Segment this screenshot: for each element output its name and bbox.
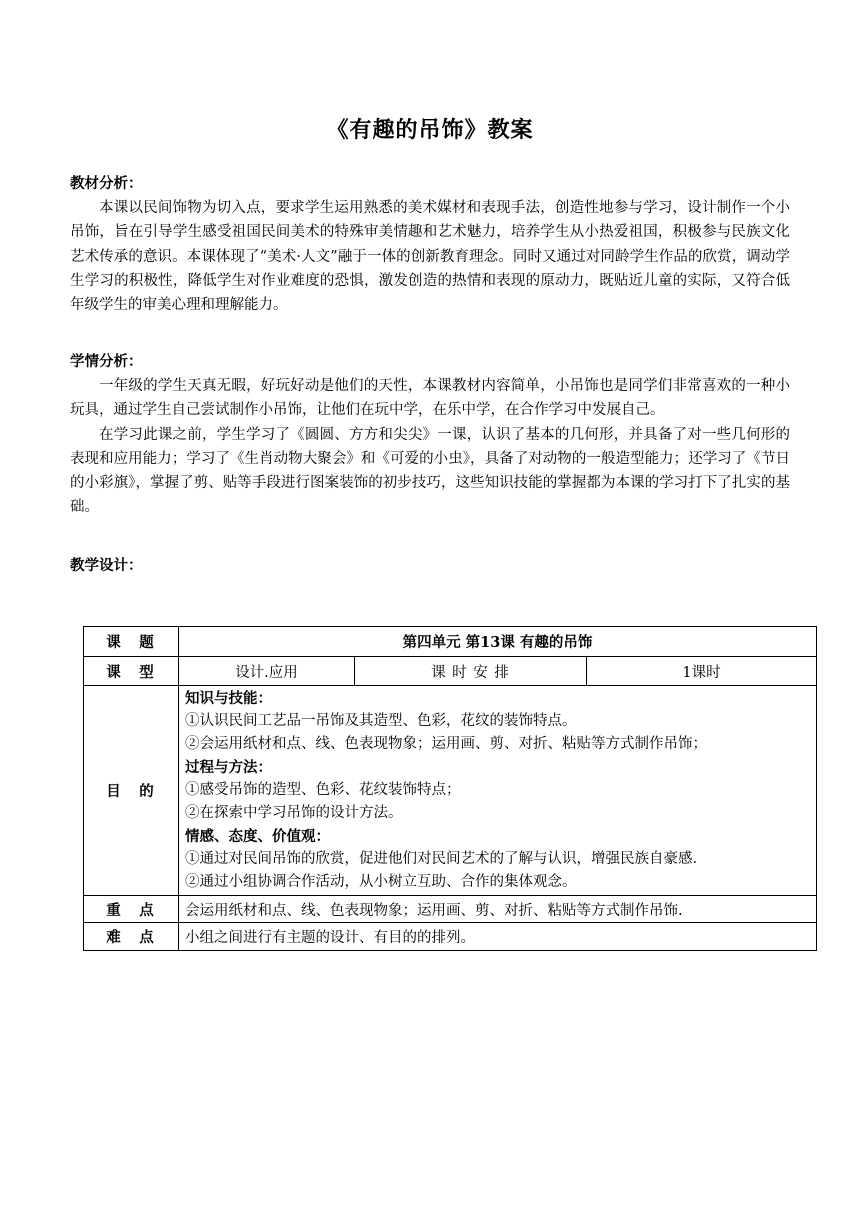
schedule-value: 1课时 bbox=[587, 657, 817, 686]
difficulty-value: 小组之间进行有主题的设计、有目的的排列。 bbox=[179, 923, 817, 951]
table-row-type bbox=[84, 657, 817, 686]
student-analysis-section bbox=[70, 350, 790, 519]
document-title: 《有趣的吊饰》教案 bbox=[326, 117, 534, 143]
emotion-item-1: ①通过对民间吊饰的欣赏，促进他们对民间艺术的了解与认识，增强民族自豪感. bbox=[185, 851, 698, 867]
key-point-value: 会运用纸材和点、线、色表现物象；运用画、剪、对折、粘贴等方式制作吊饰. bbox=[179, 896, 817, 923]
student-analysis-paragraph-1: 一年级的学生天真无暇，好玩好动是他们的天性，本课教材内容简单，小吊饰也是同学们非常喜欢的一种小玩具，通过学生自己尝试制作小吊饰，让他们在玩中学，在乐中学，在合作学习中发展自己。 bbox=[70, 378, 790, 419]
type-label: 课 型 bbox=[84, 657, 179, 686]
material-analysis-heading: 教材分析： bbox=[70, 175, 143, 192]
teaching-design-heading: 教学设计： bbox=[70, 557, 143, 574]
material-analysis-paragraph: 本课以民间饰物为切入点，要求学生运用熟悉的美术媒材和表现手法，创造性地参与学习，设计制作一个小吊饰，旨在引导学生感受祖国民间美术的特殊审美情趣和艺术魅力，培养学生从小热爱祖国，积极参与民族文化艺术传承的意识。本课体现了“美术·人文”融于一体的创新教育理念。同时又通过对同龄学生作品的欣赏，调动学生学习的积极性，降低学生对作业难度的恐惧，激发创造的热情和表现的原动力，既贴近儿童的实际，又符合低年级学生的审美心理和理解能力。 bbox=[70, 200, 790, 314]
process-item-1: ①感受吊饰的造型、色彩、花纹装饰特点； bbox=[185, 782, 461, 798]
type-value: 设计.应用 bbox=[179, 657, 355, 686]
key-point-label: 重 点 bbox=[84, 896, 179, 923]
table-row-key-point bbox=[84, 896, 817, 923]
emotion-heading: 情感、态度、价值观： bbox=[185, 828, 330, 845]
knowledge-item-1: ①认识民间工艺品一吊饰及其造型、色彩，花纹的装饰特点。 bbox=[185, 713, 577, 729]
student-analysis-paragraph-2: 在学习此课之前，学生学习了《圆圆、方方和尖尖》一课，认识了基本的几何形，并具备了对一些几何形的表现和应用能力；学习了《生肖动物大聚会》和《可爱的小虫》，具备了对动物的一般造型能力；还学习了《节日的小彩旗》，掌握了剪、贴等手段进行图案装饰的初步技巧，这些知识技能的掌握都为本课的学习打下了扎实的基础。 bbox=[70, 426, 790, 516]
student-analysis-heading: 学情分析： bbox=[70, 353, 143, 370]
schedule-label: 课 时 安 排 bbox=[355, 657, 587, 686]
topic-value: 第四单元 第13课 有趣的吊饰 bbox=[179, 627, 817, 657]
goal-content bbox=[179, 686, 817, 896]
topic-label: 课 题 bbox=[84, 627, 179, 657]
material-analysis-section bbox=[70, 172, 790, 317]
lesson-plan-table bbox=[83, 626, 817, 951]
table-row-topic bbox=[84, 627, 817, 657]
knowledge-item-2: ②会运用纸材和点、线、色表现物象；运用画、剪、对折、粘贴等方式制作吊饰； bbox=[185, 736, 707, 752]
process-item-2: ②在探索中学习吊饰的设计方法。 bbox=[185, 805, 403, 821]
difficulty-label: 难 点 bbox=[84, 923, 179, 951]
goal-label: 目 的 bbox=[84, 686, 179, 896]
teaching-design-section bbox=[70, 554, 790, 578]
emotion-item-2: ②通过小组协调合作活动，从小树立互助、合作的集体观念。 bbox=[185, 874, 577, 890]
table-row-difficulty bbox=[84, 923, 817, 951]
knowledge-heading: 知识与技能： bbox=[185, 690, 272, 707]
table-row-goal bbox=[84, 686, 817, 896]
process-heading: 过程与方法： bbox=[185, 759, 272, 776]
